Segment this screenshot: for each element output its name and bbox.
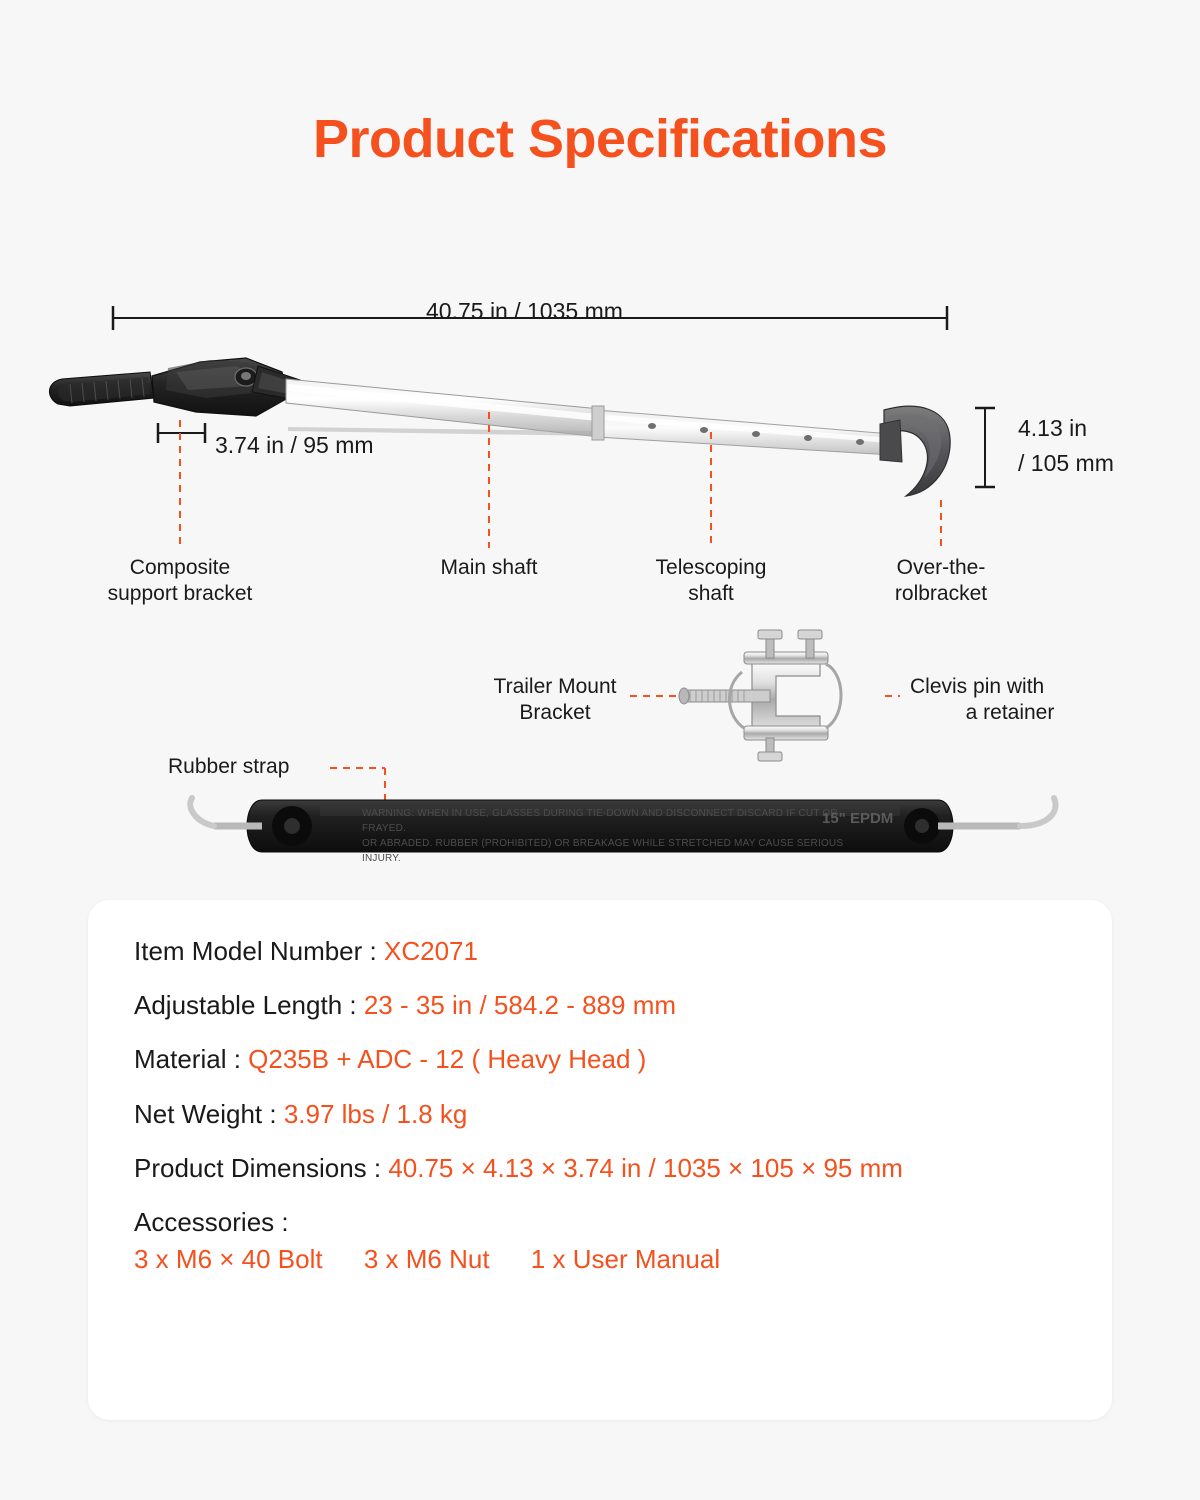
telescoping-shaft — [592, 406, 892, 455]
callout-composite-bracket-line1: Composite — [129, 556, 231, 579]
callout-clevis-pin — [910, 674, 1130, 727]
strap-size-text: 15" EPDM — [822, 810, 894, 827]
strap-warning-line2: OR ABRADED. RUBBER (PROHIBITED) OR BREAKAGE WHILE STRETCHED MAY CAUSE SERIOUS INJURY. — [362, 838, 844, 864]
over-the-roll-bracket — [880, 406, 950, 496]
callout-telescoping-shaft — [621, 555, 801, 608]
callout-over-the-roll-bracket — [851, 555, 1031, 608]
spec-value-material: Q235B + ADC - 12 ( Heavy Head ) — [248, 1044, 647, 1075]
spec-row — [134, 1044, 1082, 1075]
accessory-item: 3 x M6 Nut — [363, 1244, 490, 1275]
spec-label-material: Material : — [134, 1044, 249, 1075]
spec-row — [134, 1153, 1082, 1184]
spec-row — [134, 1099, 1082, 1130]
accessory-item: 3 x M6 × 40 Bolt — [134, 1244, 323, 1275]
bracket-width-dimension — [158, 423, 205, 443]
spec-label-product-dimensions: Product Dimensions : — [134, 1152, 389, 1183]
callout-main-shaft: Main shaft — [440, 556, 538, 579]
spec-row — [134, 936, 1082, 967]
head-height-label-line2: / 105 mm — [1018, 450, 1114, 476]
spec-value-product-dimensions: 40.75 × 4.13 × 3.74 in / 1035 × 105 × 95 mm — [388, 1152, 903, 1183]
webbing-strap — [49, 372, 154, 406]
callout-clevis-pin-line1: Clevis pin with — [910, 675, 1045, 698]
spec-row — [134, 990, 1082, 1021]
callout-trailer-mount-line1: Trailer Mount — [493, 675, 617, 698]
callout-trailer-mount-bracket — [455, 674, 655, 727]
callout-composite-bracket — [80, 555, 280, 608]
spec-label-net-weight: Net Weight : — [134, 1098, 284, 1129]
composite-support-bracket — [152, 358, 300, 416]
callout-over-the-roll-line2: rolbracket — [894, 582, 988, 606]
callout-trailer-mount-line2: Bracket — [519, 701, 591, 725]
callout-composite-bracket-line2: support bracket — [107, 582, 253, 606]
spec-label-adjustable-length: Adjustable Length : — [134, 990, 364, 1021]
specifications-list — [134, 936, 1082, 1275]
overall-length-label: 40.75 in / 1035 mm — [426, 298, 623, 324]
callout-leader-lines — [180, 412, 941, 800]
strap-warning-line1: WARNING: WHEN IN USE, GLASSES DURING TIE-DOWN AND DISCONNECT DISCARD IF CUT OR FRAYED. — [362, 808, 838, 834]
main-shaft — [286, 379, 600, 437]
trailer-mount-bracket — [679, 630, 841, 761]
accessory-item: 1 x User Manual — [530, 1244, 721, 1275]
spec-label-model-number: Item Model Number : — [134, 936, 384, 966]
specifications-card — [88, 900, 1112, 1420]
spec-row — [134, 1207, 1082, 1238]
page-title: Product Specifications — [312, 109, 888, 169]
head-height-dimension — [975, 408, 995, 487]
callout-telescoping-shaft-line1: Telescoping — [655, 556, 767, 579]
accessories-list — [134, 1244, 1082, 1275]
spec-value-model-number: XC2071 — [383, 936, 478, 966]
callout-over-the-roll-line1: Over-the- — [896, 556, 986, 579]
callout-clevis-pin-line2: a retainer — [965, 701, 1055, 725]
spec-value-adjustable-length: 23 - 35 in / 584.2 - 889 mm — [363, 990, 677, 1021]
bracket-width-label: 3.74 in / 95 mm — [215, 432, 374, 458]
callout-telescoping-shaft-line2: shaft — [688, 582, 734, 606]
spec-label-accessories: Accessories : — [134, 1206, 289, 1237]
head-height-label-line1: 4.13 in — [1018, 415, 1088, 441]
strap-warning-text — [362, 806, 882, 866]
spec-value-net-weight: 3.97 lbs / 1.8 kg — [283, 1098, 468, 1129]
callout-rubber-strap: Rubber strap — [168, 755, 290, 778]
